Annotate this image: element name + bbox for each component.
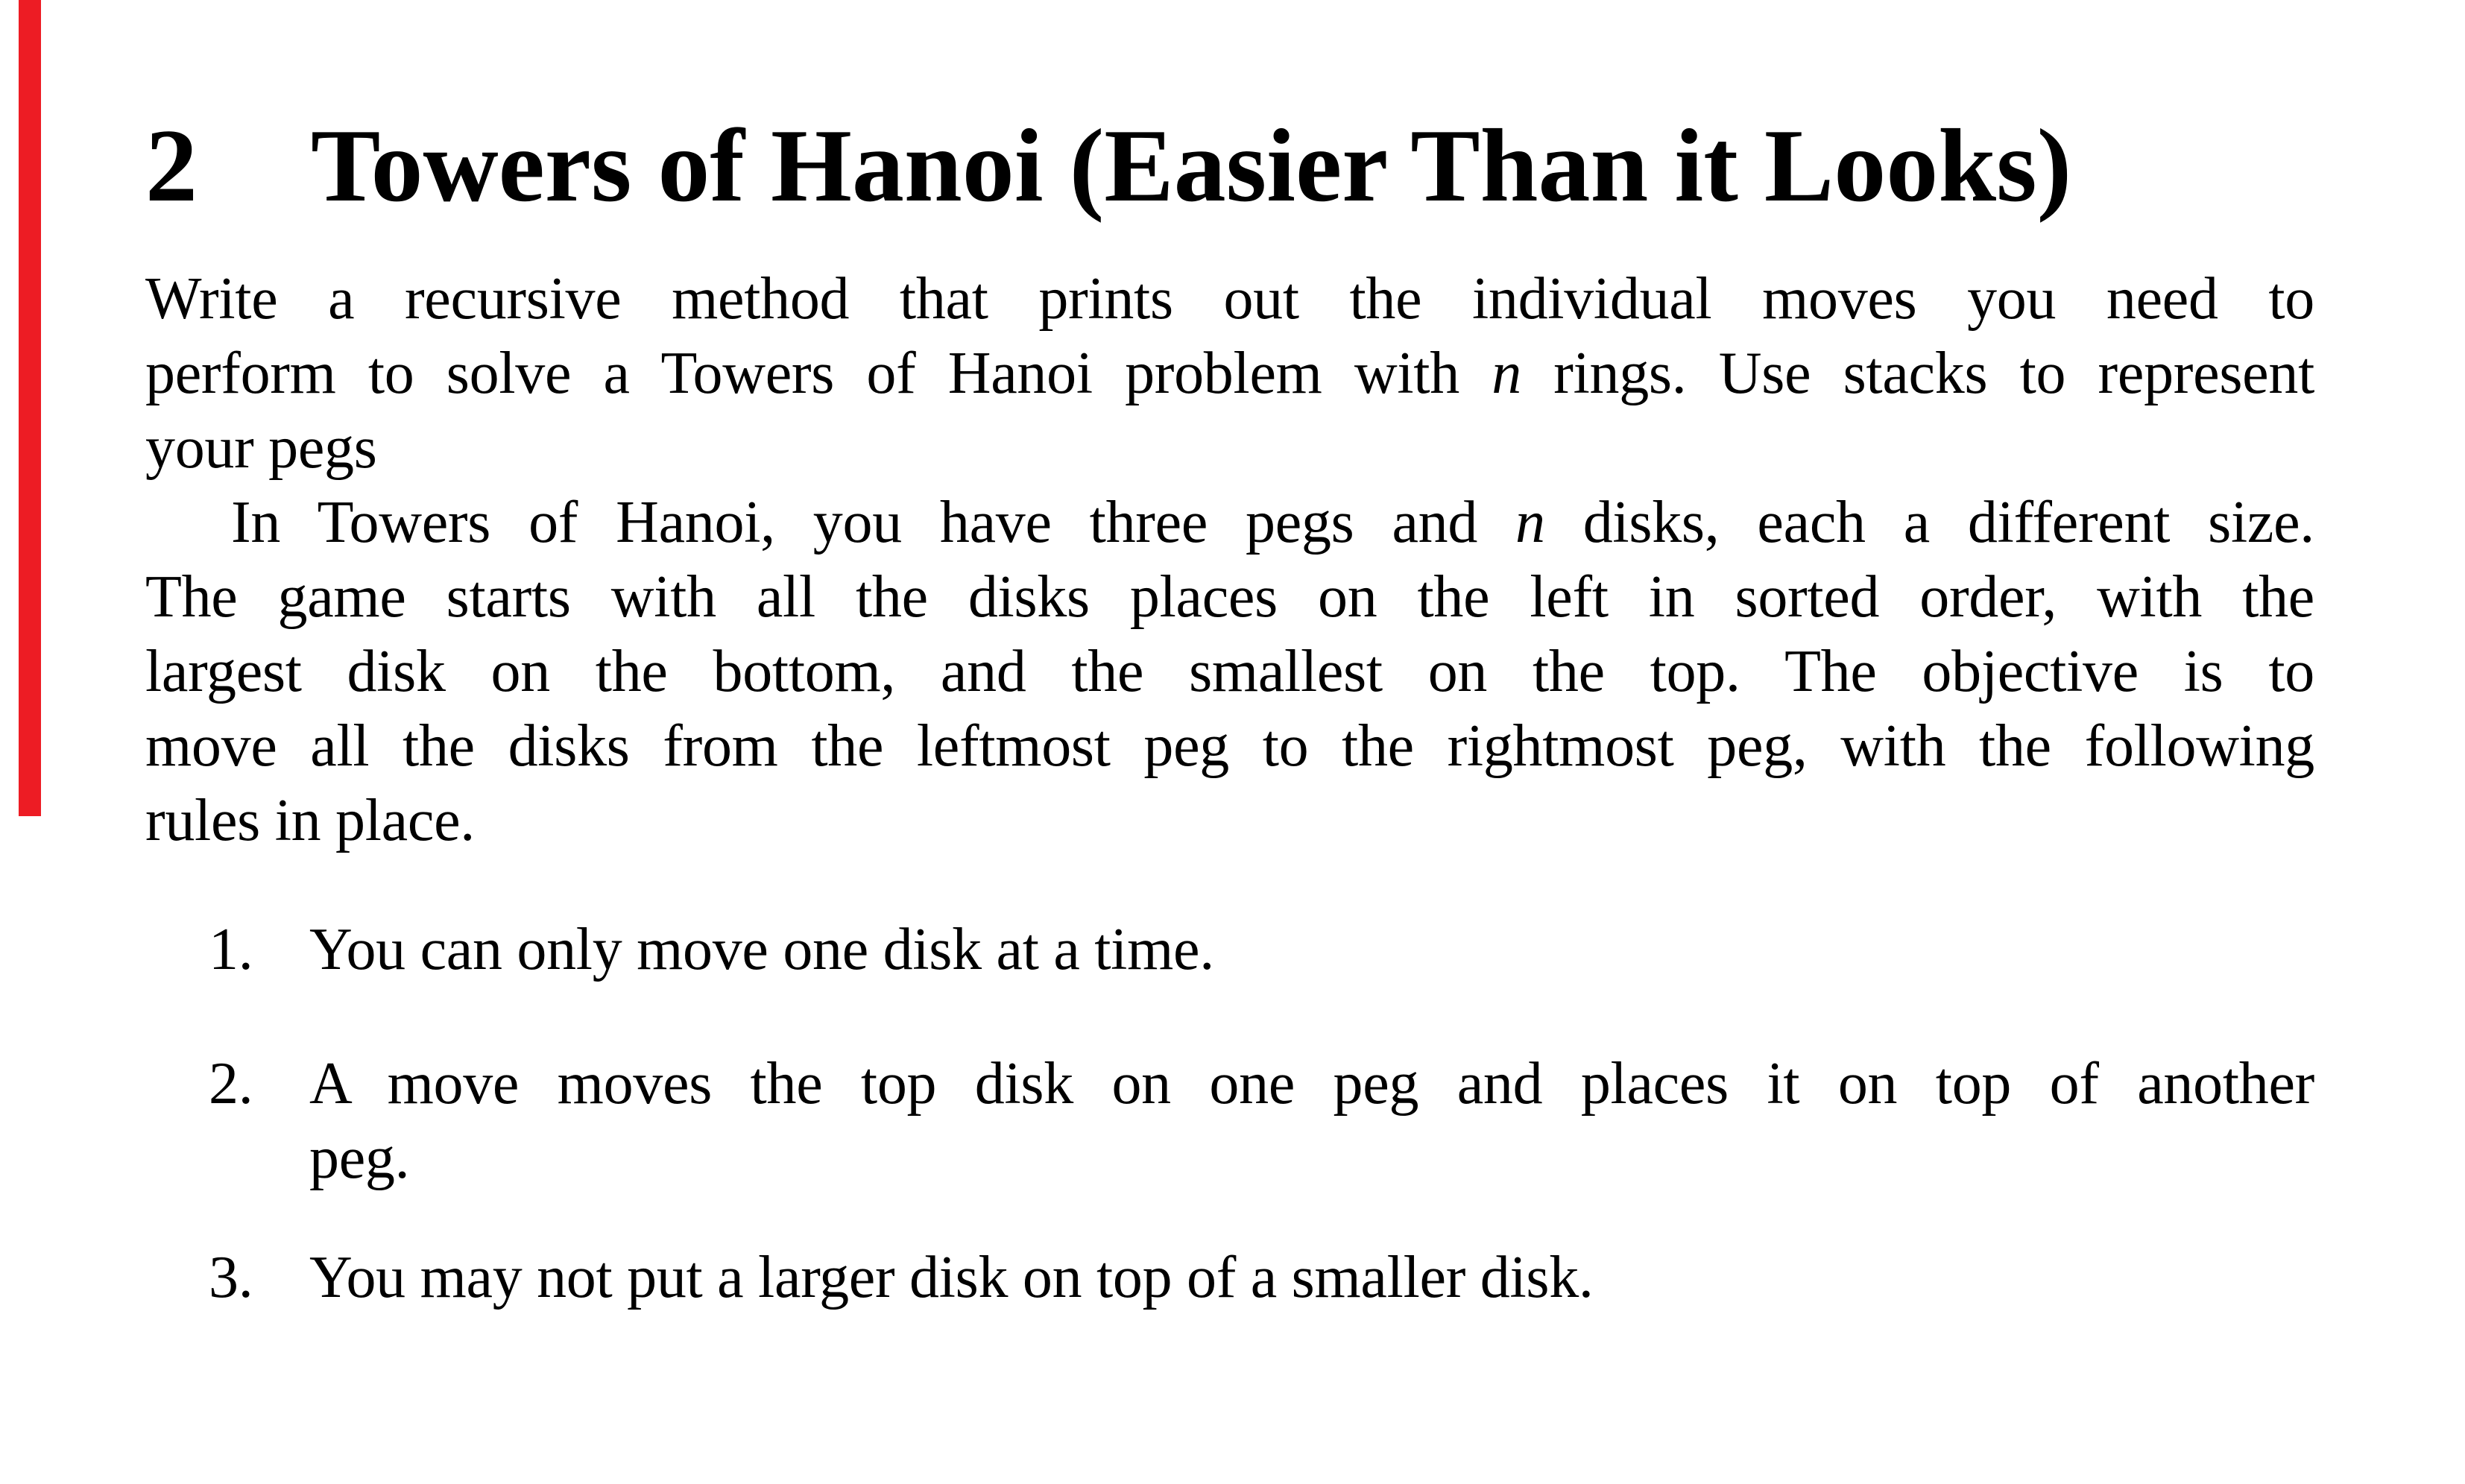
intro-line-2: [145, 336, 2314, 411]
math-var-n-rings: n: [1492, 341, 1521, 406]
rule-item-2: [209, 1046, 2314, 1196]
intro-line-4: [145, 485, 2314, 560]
rule-2-text-line-2: peg.: [309, 1125, 410, 1191]
section-heading: [145, 108, 2072, 224]
rule-1-text: You can only move one disk at a time.: [309, 917, 1214, 982]
rule-3-text: You may not put a larger disk on top of a smaller disk.: [309, 1245, 1594, 1310]
page-title: Towers of Hanoi (Easier Than it Looks): [311, 108, 2072, 224]
intro-line2-post: rings. Use stacks to represent: [1521, 341, 2314, 406]
section-number: 2: [145, 108, 198, 224]
intro-line-6: largest disk on the bottom, and the smallest on the top. The objective is to: [145, 639, 2314, 704]
intro-line-7: move all the disks from the leftmost peg to the rightmost peg, with the following: [145, 713, 2314, 779]
intro-line4-pre: In Towers of Hanoi, you have three pegs and: [231, 490, 1516, 555]
rule-2-number: 2.: [209, 1051, 253, 1117]
rule-item-3: [209, 1240, 2314, 1315]
math-var-n-disks: n: [1515, 490, 1545, 555]
intro-line-8: rules in place.: [145, 788, 475, 853]
rule-1-number: 1.: [209, 917, 253, 982]
rule-3-number: 3.: [209, 1245, 253, 1310]
intro-line2-pre: perform to solve a Towers of Hanoi problem with: [145, 341, 1492, 406]
rule-2-text-line-1: A move moves the top disk on one peg and places it on top of another: [309, 1051, 2314, 1117]
intro-line-1: Write a recursive method that prints out the individual moves you need to: [145, 266, 2314, 332]
intro-line-5: The game starts with all the disks places on the left in sorted order, with the: [145, 564, 2314, 630]
intro-line4-post: disks, each a different size.: [1544, 490, 2314, 555]
rule-item-1: [209, 912, 2314, 987]
intro-paragraphs: [145, 262, 2314, 858]
intro-line-3: your pegs: [145, 415, 377, 481]
red-annotation-bar: [19, 0, 41, 816]
